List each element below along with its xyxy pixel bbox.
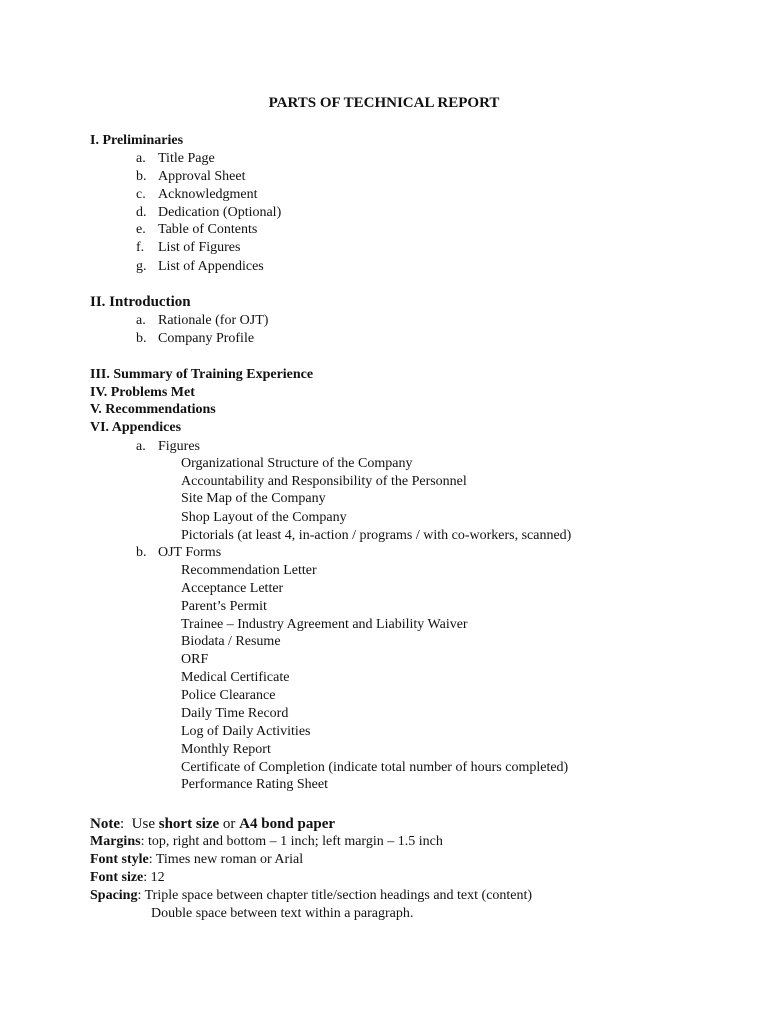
section-heading-recommendations: V. Recommendations bbox=[90, 402, 216, 417]
list-item bbox=[136, 204, 281, 222]
list-marker: d. bbox=[136, 205, 147, 220]
form-item: Daily Time Record bbox=[181, 706, 289, 721]
list-item-text: Figures bbox=[158, 439, 200, 454]
form-item: Acceptance Letter bbox=[181, 581, 284, 596]
list-item-text: Rationale (for OJT) bbox=[158, 313, 269, 328]
document-title: PARTS OF TECHNICAL REPORT bbox=[268, 95, 500, 111]
list-item-text: Table of Contents bbox=[158, 222, 258, 237]
form-item: Log of Daily Activities bbox=[181, 724, 311, 739]
spacing-text: : Triple space between chapter title/section headings and text (content) bbox=[137, 888, 533, 903]
list-item bbox=[136, 168, 245, 186]
spacing-label: Spacing bbox=[90, 888, 138, 903]
margins-text: : top, right and bottom – 1 inch; left margin – 1.5 inch bbox=[140, 834, 443, 849]
list-item-text: Title Page bbox=[158, 151, 215, 166]
form-item: Biodata / Resume bbox=[181, 634, 281, 649]
note-a4: A4 bond paper bbox=[239, 816, 336, 832]
form-item: Certificate of Completion (indicate total number of hours completed) bbox=[181, 760, 569, 775]
list-item bbox=[136, 312, 268, 330]
list-marker: a. bbox=[136, 313, 146, 328]
margins-line bbox=[90, 833, 443, 851]
note-label: Note bbox=[90, 816, 120, 832]
note-short-size: short size bbox=[158, 816, 220, 832]
form-item: Trainee – Industry Agreement and Liability Waiver bbox=[181, 617, 468, 632]
list-marker: c. bbox=[136, 187, 146, 202]
section-heading-problems: IV. Problems Met bbox=[90, 385, 195, 400]
list-item-text: Acknowledgment bbox=[158, 187, 258, 202]
list-item bbox=[136, 239, 240, 257]
form-item: ORF bbox=[181, 652, 209, 667]
section-heading-introduction: II. Introduction bbox=[90, 294, 191, 310]
section-heading-preliminaries: I. Preliminaries bbox=[90, 133, 184, 148]
form-item: Police Clearance bbox=[181, 688, 276, 703]
list-marker: b. bbox=[136, 331, 147, 346]
list-item bbox=[136, 438, 200, 456]
list-item bbox=[136, 186, 258, 204]
figure-item: Accountability and Responsibility of the Personnel bbox=[181, 474, 467, 489]
list-marker: g. bbox=[136, 259, 147, 274]
spacing-line-2: Double space between text within a paragraph. bbox=[151, 906, 414, 921]
list-marker: e. bbox=[136, 222, 146, 237]
form-item: Parent’s Permit bbox=[181, 599, 267, 614]
font-style-line bbox=[90, 851, 303, 869]
font-size-label: Font size bbox=[90, 870, 144, 885]
font-size-line bbox=[90, 869, 165, 887]
list-marker: a. bbox=[136, 151, 146, 166]
font-style-text: : Times new roman or Arial bbox=[148, 852, 304, 867]
form-item: Medical Certificate bbox=[181, 670, 290, 685]
list-item-text: Company Profile bbox=[158, 331, 255, 346]
note-or: or bbox=[219, 816, 240, 832]
section-heading-summary: III. Summary of Training Experience bbox=[90, 367, 314, 382]
list-item-text: Approval Sheet bbox=[158, 169, 246, 184]
font-size-text: : 12 bbox=[143, 870, 165, 885]
list-item-text: Dedication (Optional) bbox=[158, 205, 282, 220]
form-item: Performance Rating Sheet bbox=[181, 777, 328, 792]
list-item-text: OJT Forms bbox=[158, 545, 222, 560]
list-item bbox=[136, 544, 221, 562]
list-item bbox=[136, 258, 264, 276]
note-text: : Use bbox=[120, 816, 159, 832]
list-marker: b. bbox=[136, 169, 147, 184]
list-item-text: List of Figures bbox=[158, 240, 241, 255]
list-item-text: List of Appendices bbox=[158, 259, 264, 274]
figure-item: Organizational Structure of the Company bbox=[181, 456, 413, 471]
font-style-label: Font style bbox=[90, 852, 149, 867]
form-item: Monthly Report bbox=[181, 742, 271, 757]
figure-item: Shop Layout of the Company bbox=[181, 510, 347, 525]
list-item bbox=[136, 330, 254, 348]
spacing-line bbox=[90, 887, 532, 905]
margins-label: Margins bbox=[90, 834, 141, 849]
list-marker: a. bbox=[136, 439, 146, 454]
list-item bbox=[136, 221, 257, 239]
list-item bbox=[136, 150, 215, 168]
figure-item: Site Map of the Company bbox=[181, 491, 326, 506]
note-line bbox=[90, 815, 335, 833]
form-item: Recommendation Letter bbox=[181, 563, 317, 578]
list-marker: f. bbox=[136, 240, 145, 255]
list-marker: b. bbox=[136, 545, 147, 560]
section-heading-appendices: VI. Appendices bbox=[90, 420, 182, 435]
figure-item: Pictorials (at least 4, in-action / programs / with co-workers, scanned) bbox=[181, 528, 572, 543]
